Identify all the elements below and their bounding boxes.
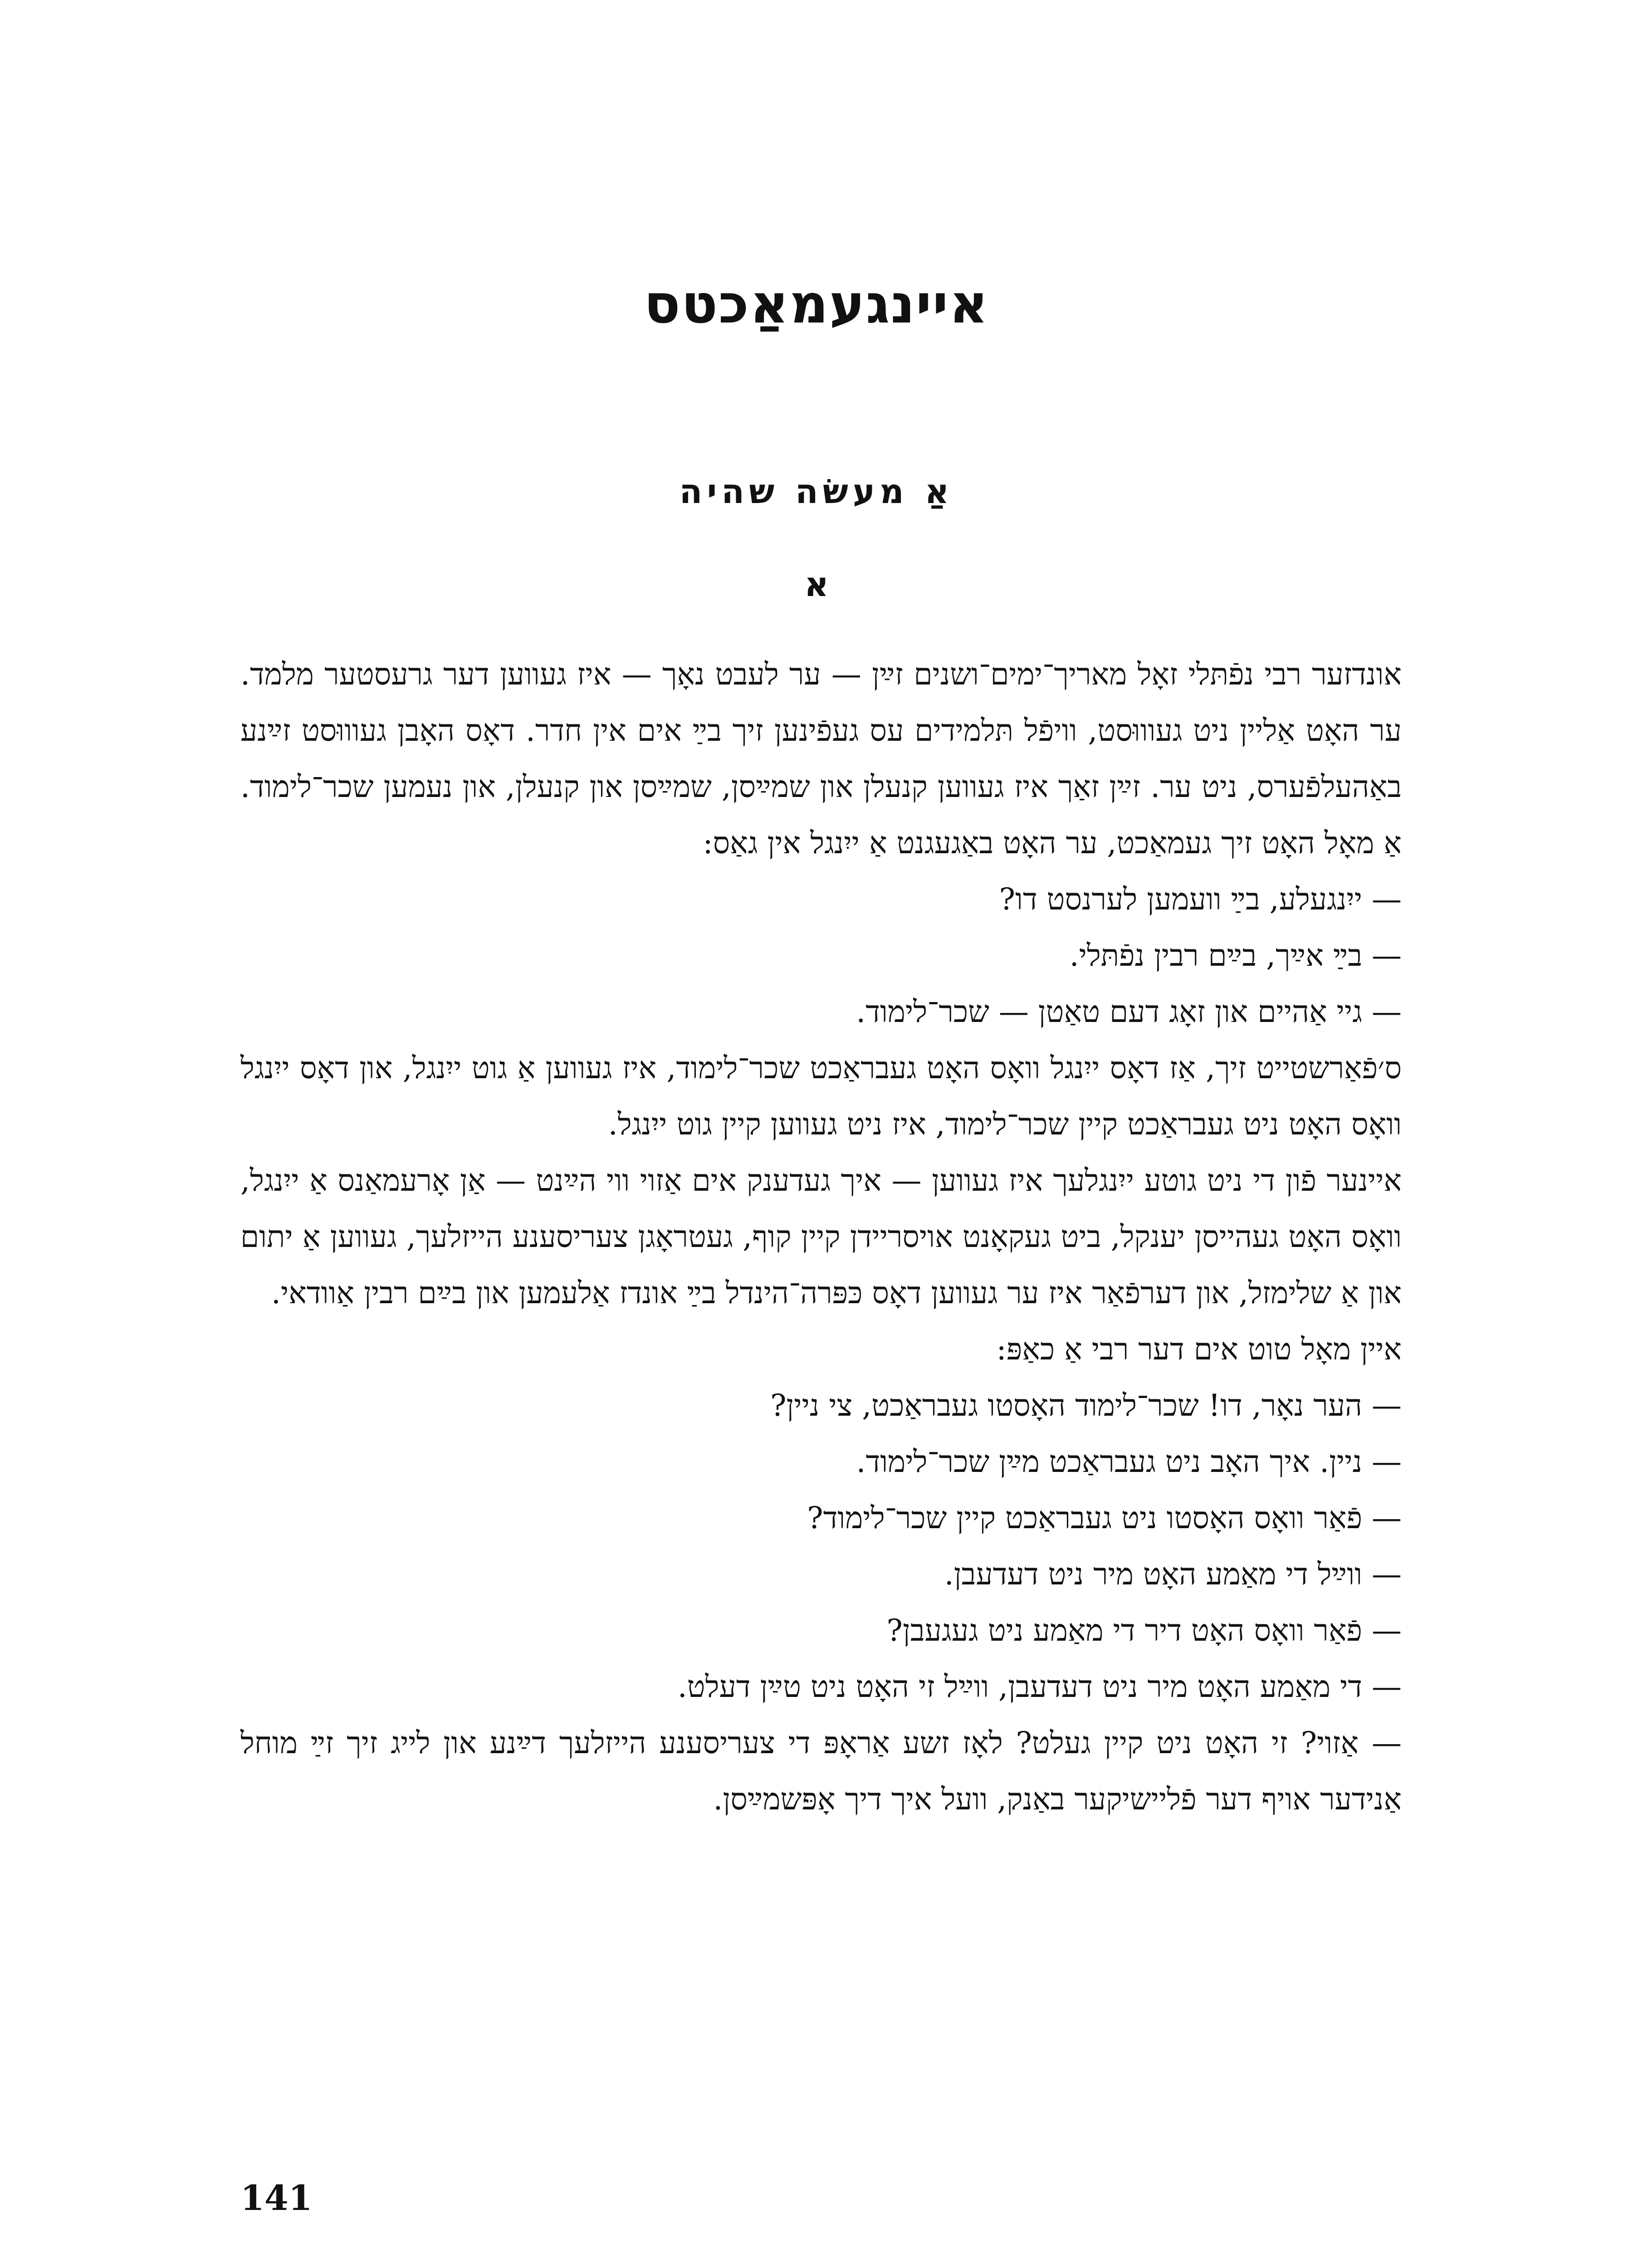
dialog-line: — בײַ אײַך, בײַם רבין נפֿתּלי. [1069,938,1402,973]
paragraph: איין מאָל טוט אים דער רבי אַ כאַפּ: [996,1332,1402,1367]
dialog-line: — פֿאַר וואָס האָט דיר די מאַמע ניט געגעבן? [886,1613,1402,1648]
paragraph: אונדזער רבי נפֿתּלי זאָל מאריך־ימים־ושנים זײַן — ער לעבט נאָך — איז געווען דער גרעסטער מלמד. ער האָט אַליין ניט געוווּסט, וויפֿל תּלמידים עס געפֿינען זיך בײַ אים אין חדר. דאָס האָבן געוווּסט זײַנע באַהעלפֿערס, ניט ער. זײַן זאַך איז געווען קנעלן און שמײַסן, שמײַסן און קנעלן, און נעמען שכר־לימוד. אַ מאָל האָט זיך געמאַכט, ער האָט באַגעגנט אַ ייִנגל אין גאַס: [240,657,1402,860]
dialog-line: — ווײַל די מאַמע האָט מיר ניט דעדעבן. [944,1557,1402,1592]
dialog-line: — די מאַמע האָט מיר ניט דעדעבן, ווײַל זי האָט ניט טײַן דעלט. [677,1669,1402,1704]
paragraph: — אַזוי? זי האָט ניט קיין געלט? לאָז זשע אַראָפּ די צעריסענע הייזלעך דײַנע און לייג זיך זײַ מוחל אַנידער אויף דער פֿליישיקער באַנק, וועל איך דיך אָפּשמײַסן. [240,1725,1402,1817]
dialog-line: — ייִנגעלע, בײַ וועמען לערנסט דו? [999,882,1402,917]
dialog-line: — פֿאַר וואָס האָסטו ניט געבראַכט קיין שכר־לימוד? [807,1501,1402,1535]
dialog-line: — ניין. איך האָב ניט געבראַכט מײַן שכר־לימוד. [856,1444,1402,1479]
chapter-number: א [804,565,829,604]
body-text [240,646,1402,1828]
dialog-line: — גיי אַהיים און זאָג דעם טאַטן — שכר־לימוד. [856,994,1402,1029]
story-subtitle: אַ מעשׂה שהיה [679,472,954,511]
page-title: איינגעמאַכטס [644,273,989,335]
dialog-line: — הער נאָר, דו! שכר־לימוד האָסטו געבראַכט, צי ניין? [770,1388,1402,1423]
paragraph: ס׳פֿאַרשטייט זיך, אַז דאָס ייִנגל וואָס האָט געבראַכט שכר־לימוד, איז געווען אַ גוט ייִנגל, און דאָס ייִנגל וואָס האָט ניט געבראַכט קיין שכר־לימוד, איז ניט געווען קיין גוט ייִנגל. [240,1051,1402,1142]
paragraph: איינער פֿון די ניט גוטע ייִנגלעך איז געווען — איך געדענק אים אַזוי ווי הײַנט — אַן אָרעמאַנס אַ ייִנגל, וואָס האָט געהייסן יענקל, ביט געקאָנט אויסריידן קיין קוף, געטראָגן צעריסענע הייזלעך, געווען אַ יתום און אַ שלימזל, און דערפֿאַר איז ער געווען דאָס כּפּרה־הינדל בײַ אונדז אַלעמען און בײַם רבין אַוודאי. [240,1163,1402,1310]
page-number: 141 [240,2178,313,2218]
